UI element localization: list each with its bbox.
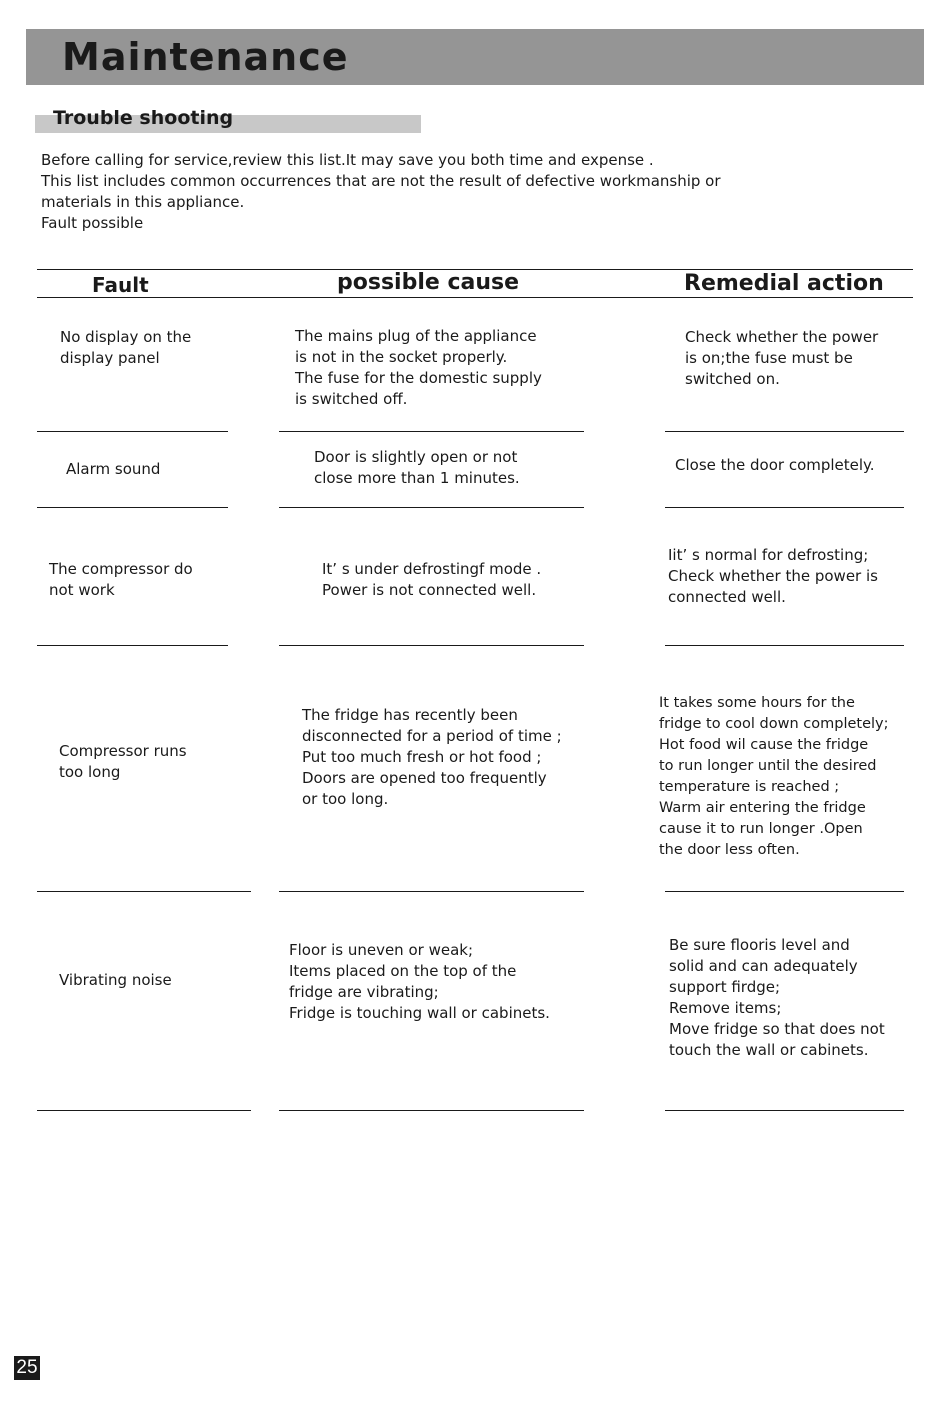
action-line: the door less often. xyxy=(659,842,800,858)
row-divider xyxy=(665,645,904,646)
action-cell xyxy=(685,327,878,390)
fault-cell xyxy=(60,327,191,369)
cause-line: is not in the socket properly. xyxy=(295,348,508,366)
action-line: is on;the fuse must be xyxy=(685,349,853,367)
action-line: Check whether the power is xyxy=(668,567,878,585)
row-divider xyxy=(37,431,228,432)
action-line: Move fridge so that does not xyxy=(669,1020,885,1038)
fault-line: not work xyxy=(49,581,115,599)
row-divider xyxy=(665,507,904,508)
fault-cell xyxy=(66,459,160,480)
action-line: Iit’ s normal for defrosting; xyxy=(668,546,869,564)
page-number: 25 xyxy=(14,1356,40,1380)
action-line: support firdge; xyxy=(669,978,781,996)
intro-line: Fault possible xyxy=(41,214,144,232)
action-cell xyxy=(659,693,889,861)
action-line: fridge to cool down completely; xyxy=(659,716,889,732)
action-line: Check whether the power xyxy=(685,328,879,346)
row-divider xyxy=(279,431,584,432)
header-remedial-action: Remedial action xyxy=(684,271,884,296)
cause-cell xyxy=(314,447,520,489)
header-fault: Fault xyxy=(92,273,149,297)
section-bar xyxy=(35,107,421,133)
row-divider xyxy=(279,891,584,892)
cause-line: or too long. xyxy=(302,790,389,808)
action-line: Hot food wil cause the fridge xyxy=(659,737,869,753)
intro-line: Before calling for service,review this list.It may save you both time and expense . xyxy=(41,151,654,169)
action-cell xyxy=(669,935,885,1061)
page-title: Maintenance xyxy=(62,35,349,79)
action-line: switched on. xyxy=(685,370,780,388)
row-divider xyxy=(279,645,584,646)
cause-line: Put too much fresh or hot food ; xyxy=(302,748,542,766)
cause-line: Fridge is touching wall or cabinets. xyxy=(289,1004,550,1022)
cause-cell xyxy=(289,940,550,1024)
cause-line: Items placed on the top of the xyxy=(289,962,517,980)
fault-line: Vibrating noise xyxy=(59,971,172,989)
action-line: cause it to run longer .Open xyxy=(659,821,863,837)
row-divider xyxy=(279,507,584,508)
action-cell xyxy=(668,545,878,608)
cause-cell xyxy=(302,705,562,810)
cause-line: The mains plug of the appliance xyxy=(295,327,537,345)
cause-line: is switched off. xyxy=(295,390,408,408)
row-divider xyxy=(37,891,251,892)
cause-line: The fuse for the domestic supply xyxy=(295,369,542,387)
intro-line: materials in this appliance. xyxy=(41,193,245,211)
cause-line: It’ s under defrostingf mode . xyxy=(322,560,542,578)
cause-line: Floor is uneven or weak; xyxy=(289,941,473,959)
cause-cell xyxy=(295,326,542,410)
action-line: Be sure flooris level and xyxy=(669,936,850,954)
action-line: connected well. xyxy=(668,588,786,606)
fault-line: The compressor do xyxy=(49,560,193,578)
cause-line: Doors are opened too frequently xyxy=(302,769,547,787)
row-divider xyxy=(665,891,904,892)
cause-line: Power is not connected well. xyxy=(322,581,537,599)
cause-line: The fridge has recently been xyxy=(302,706,518,724)
cause-line: fridge are vibrating; xyxy=(289,983,439,1001)
row-divider xyxy=(279,1110,584,1111)
action-line: Remove items; xyxy=(669,999,782,1017)
cause-cell xyxy=(322,559,541,601)
cause-line: Door is slightly open or not xyxy=(314,448,518,466)
intro-text xyxy=(41,150,921,234)
row-divider xyxy=(665,1110,904,1111)
fault-line: No display on the xyxy=(60,328,192,346)
action-line: to run longer until the desired xyxy=(659,758,877,774)
action-line: Warm air entering the fridge xyxy=(659,800,866,816)
action-line: It takes some hours for the xyxy=(659,695,855,711)
intro-line: This list includes common occurrences that are not the result of defective workmanship or xyxy=(41,172,721,190)
header-banner xyxy=(26,29,924,85)
action-line: temperature is reached ; xyxy=(659,779,840,795)
cause-line: close more than 1 minutes. xyxy=(314,469,520,487)
cause-line: disconnected for a period of time ; xyxy=(302,727,562,745)
table-header-rule xyxy=(37,297,913,298)
row-divider xyxy=(37,1110,251,1111)
action-line: solid and can adequately xyxy=(669,957,858,975)
fault-line: display panel xyxy=(60,349,160,367)
fault-cell xyxy=(49,559,193,601)
row-divider xyxy=(37,645,228,646)
fault-line: too long xyxy=(59,763,121,781)
header-possible-cause: possible cause xyxy=(337,270,520,295)
row-divider xyxy=(665,431,904,432)
fault-line: Alarm sound xyxy=(66,460,161,478)
action-line: touch the wall or cabinets. xyxy=(669,1041,869,1059)
action-cell xyxy=(675,455,875,476)
section-title: Trouble shooting xyxy=(53,107,234,129)
row-divider xyxy=(37,507,228,508)
fault-cell xyxy=(59,741,187,783)
fault-cell xyxy=(59,970,172,991)
action-line: Close the door completely. xyxy=(675,456,875,474)
fault-line: Compressor runs xyxy=(59,742,187,760)
